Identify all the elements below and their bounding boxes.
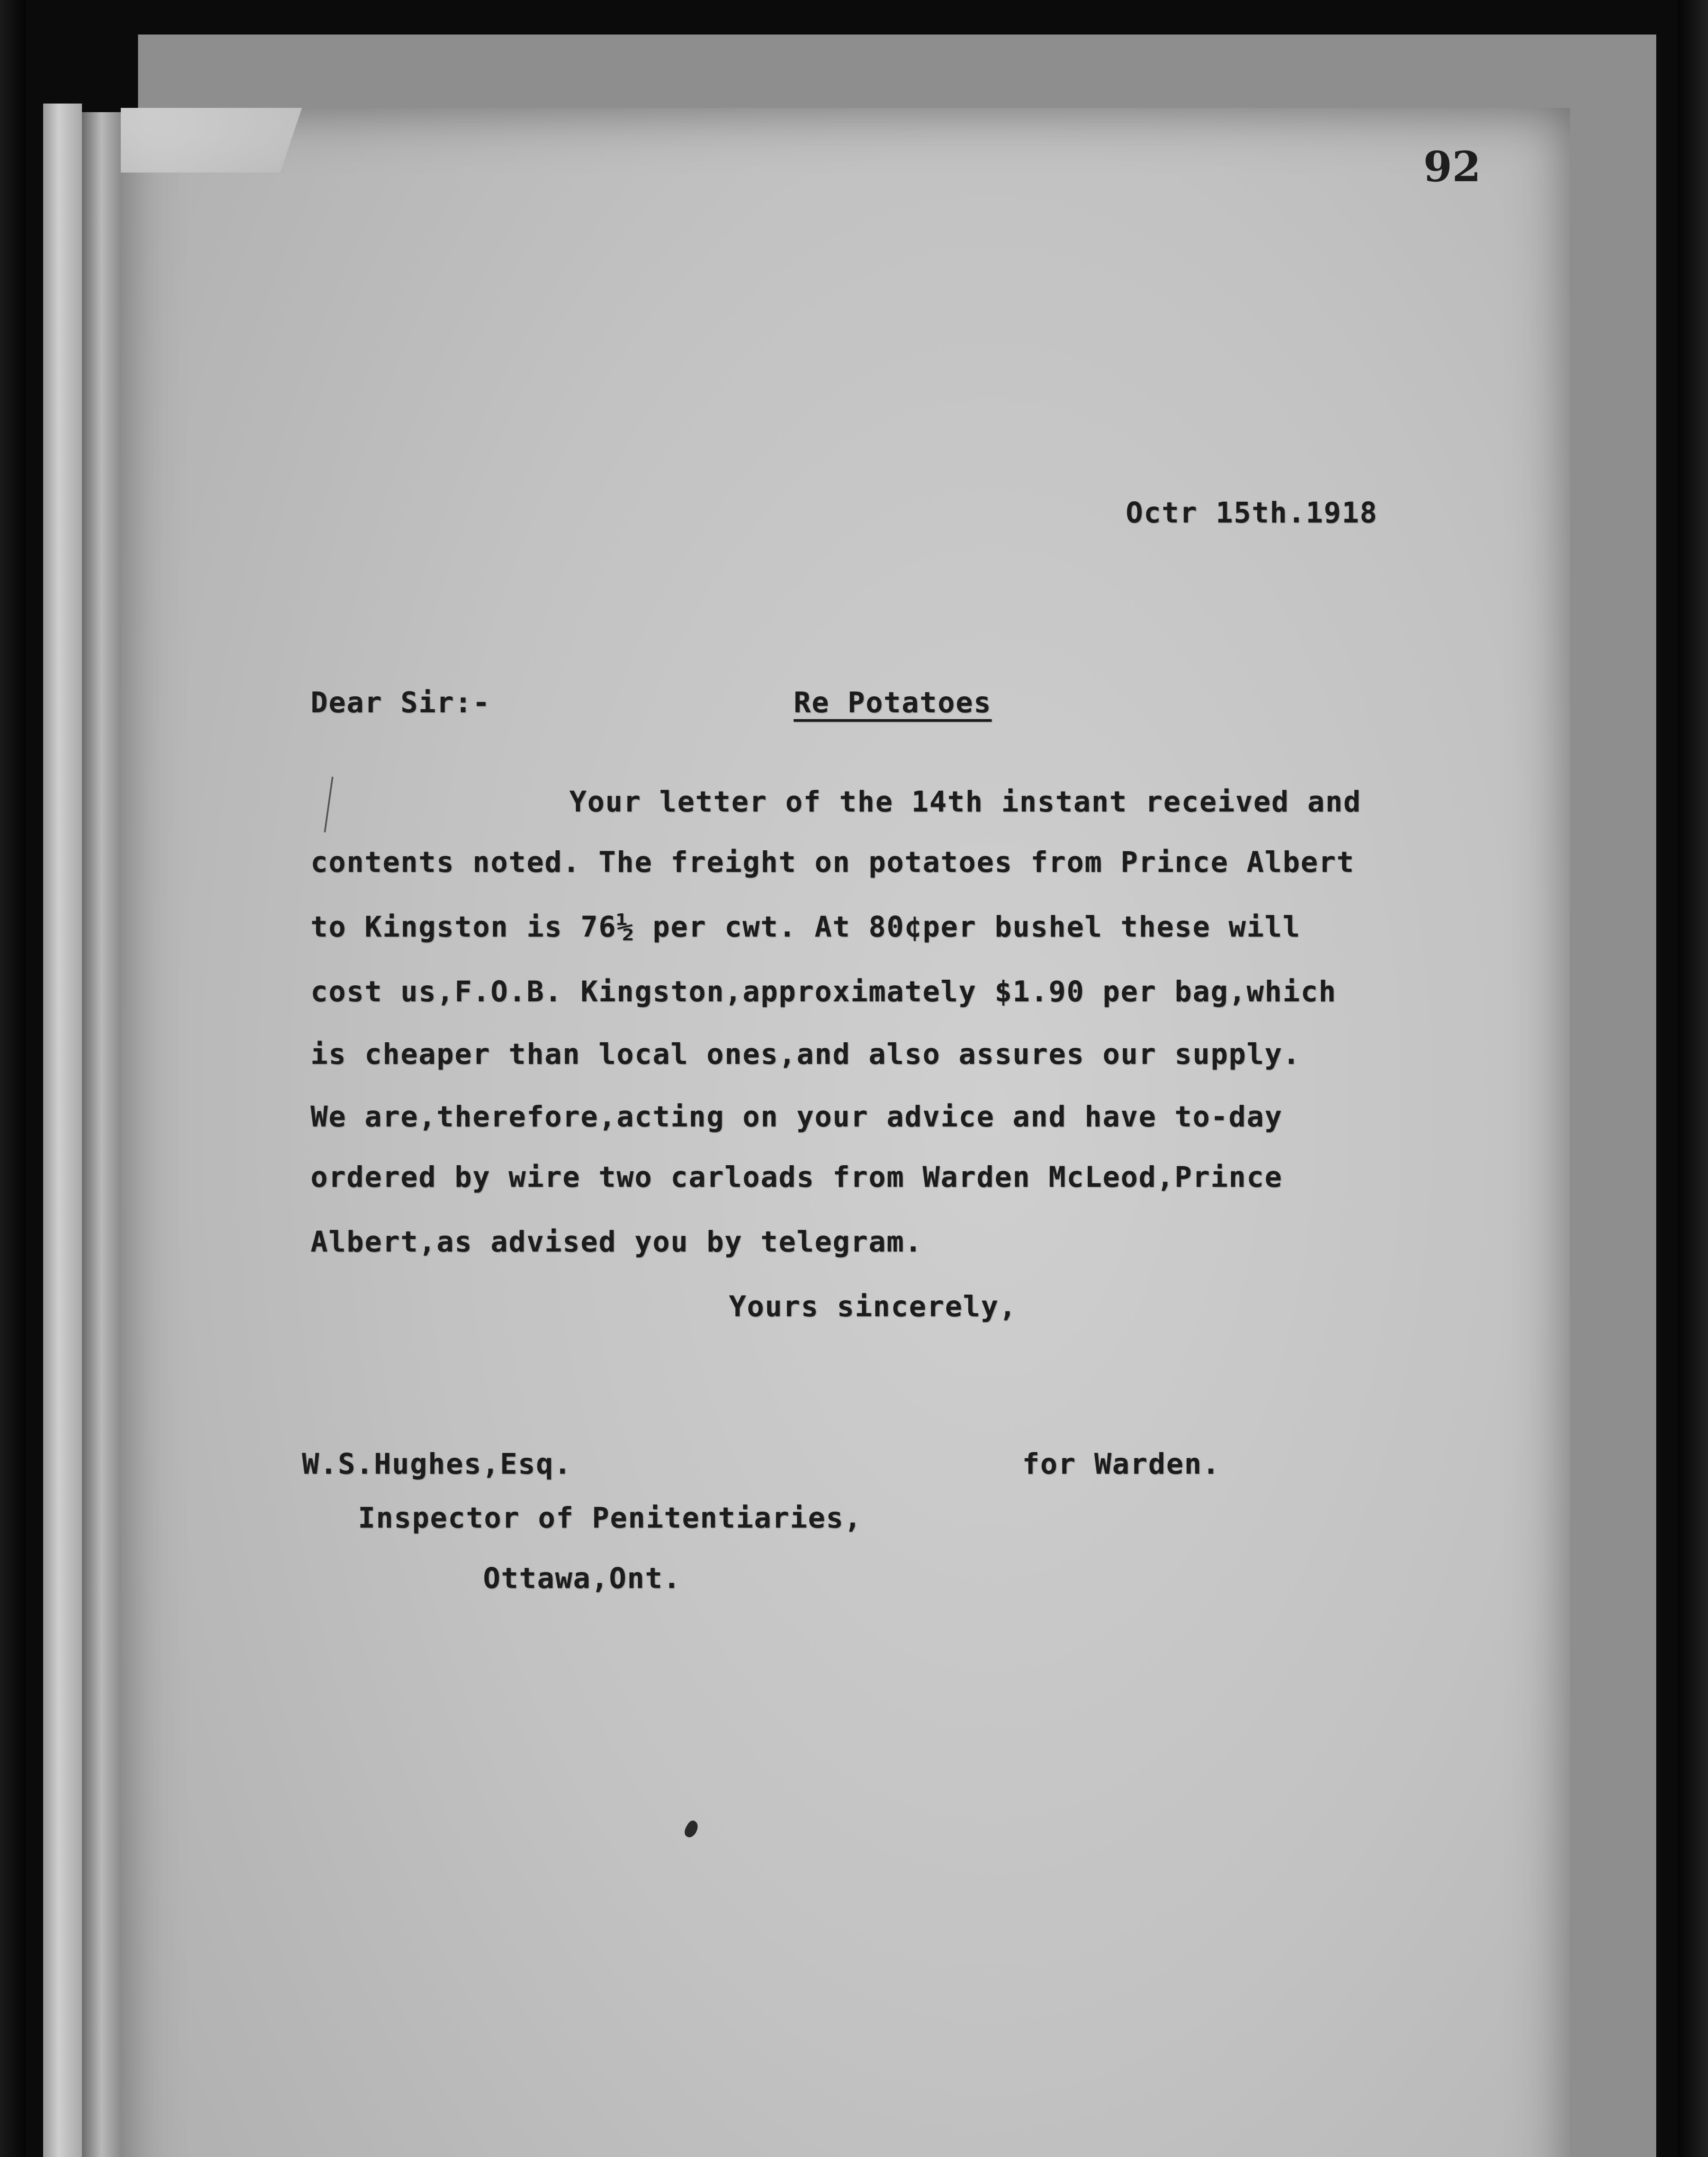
binder-strip — [43, 104, 82, 2157]
body-line: cost us,F.O.B. Kingston,approximately $1.90 per bag,which — [311, 975, 1337, 1008]
body-line: to Kingston is 76½ per cwt. At 80¢per bushel these will — [311, 910, 1301, 943]
body-line: Your letter of the 14th instant received and — [569, 785, 1362, 818]
letter-date: Octr 15th.1918 — [1126, 496, 1378, 529]
salutation: Dear Sir:- — [311, 686, 491, 719]
sheet-folded-corner — [121, 108, 302, 173]
binder-strip-inner — [82, 112, 121, 2157]
film-edge-right — [1678, 0, 1708, 2157]
page-number: 92 — [1423, 142, 1481, 191]
body-line: contents noted. The freight on potatoes from Prince Albert — [311, 846, 1355, 879]
addressee-city: Ottawa,Ont. — [483, 1562, 681, 1595]
addressee-title: Inspector of Penitentiaries, — [358, 1501, 862, 1534]
addressee-name: W.S.Hughes,Esq. — [302, 1447, 572, 1481]
body-line: Albert,as advised you by telegram. — [311, 1225, 923, 1258]
signature-line: for Warden. — [1022, 1447, 1221, 1481]
film-edge-left — [0, 0, 26, 2157]
body-line: We are,therefore,acting on your advice and have to-day — [311, 1100, 1283, 1133]
body-line: ordered by wire two carloads from Warden McLeod,Prince — [311, 1160, 1283, 1194]
body-line: is cheaper than local ones,and also assures our supply. — [311, 1038, 1301, 1071]
closing: Yours sincerely, — [729, 1290, 1017, 1323]
subject-line: Re Potatoes — [794, 686, 992, 719]
